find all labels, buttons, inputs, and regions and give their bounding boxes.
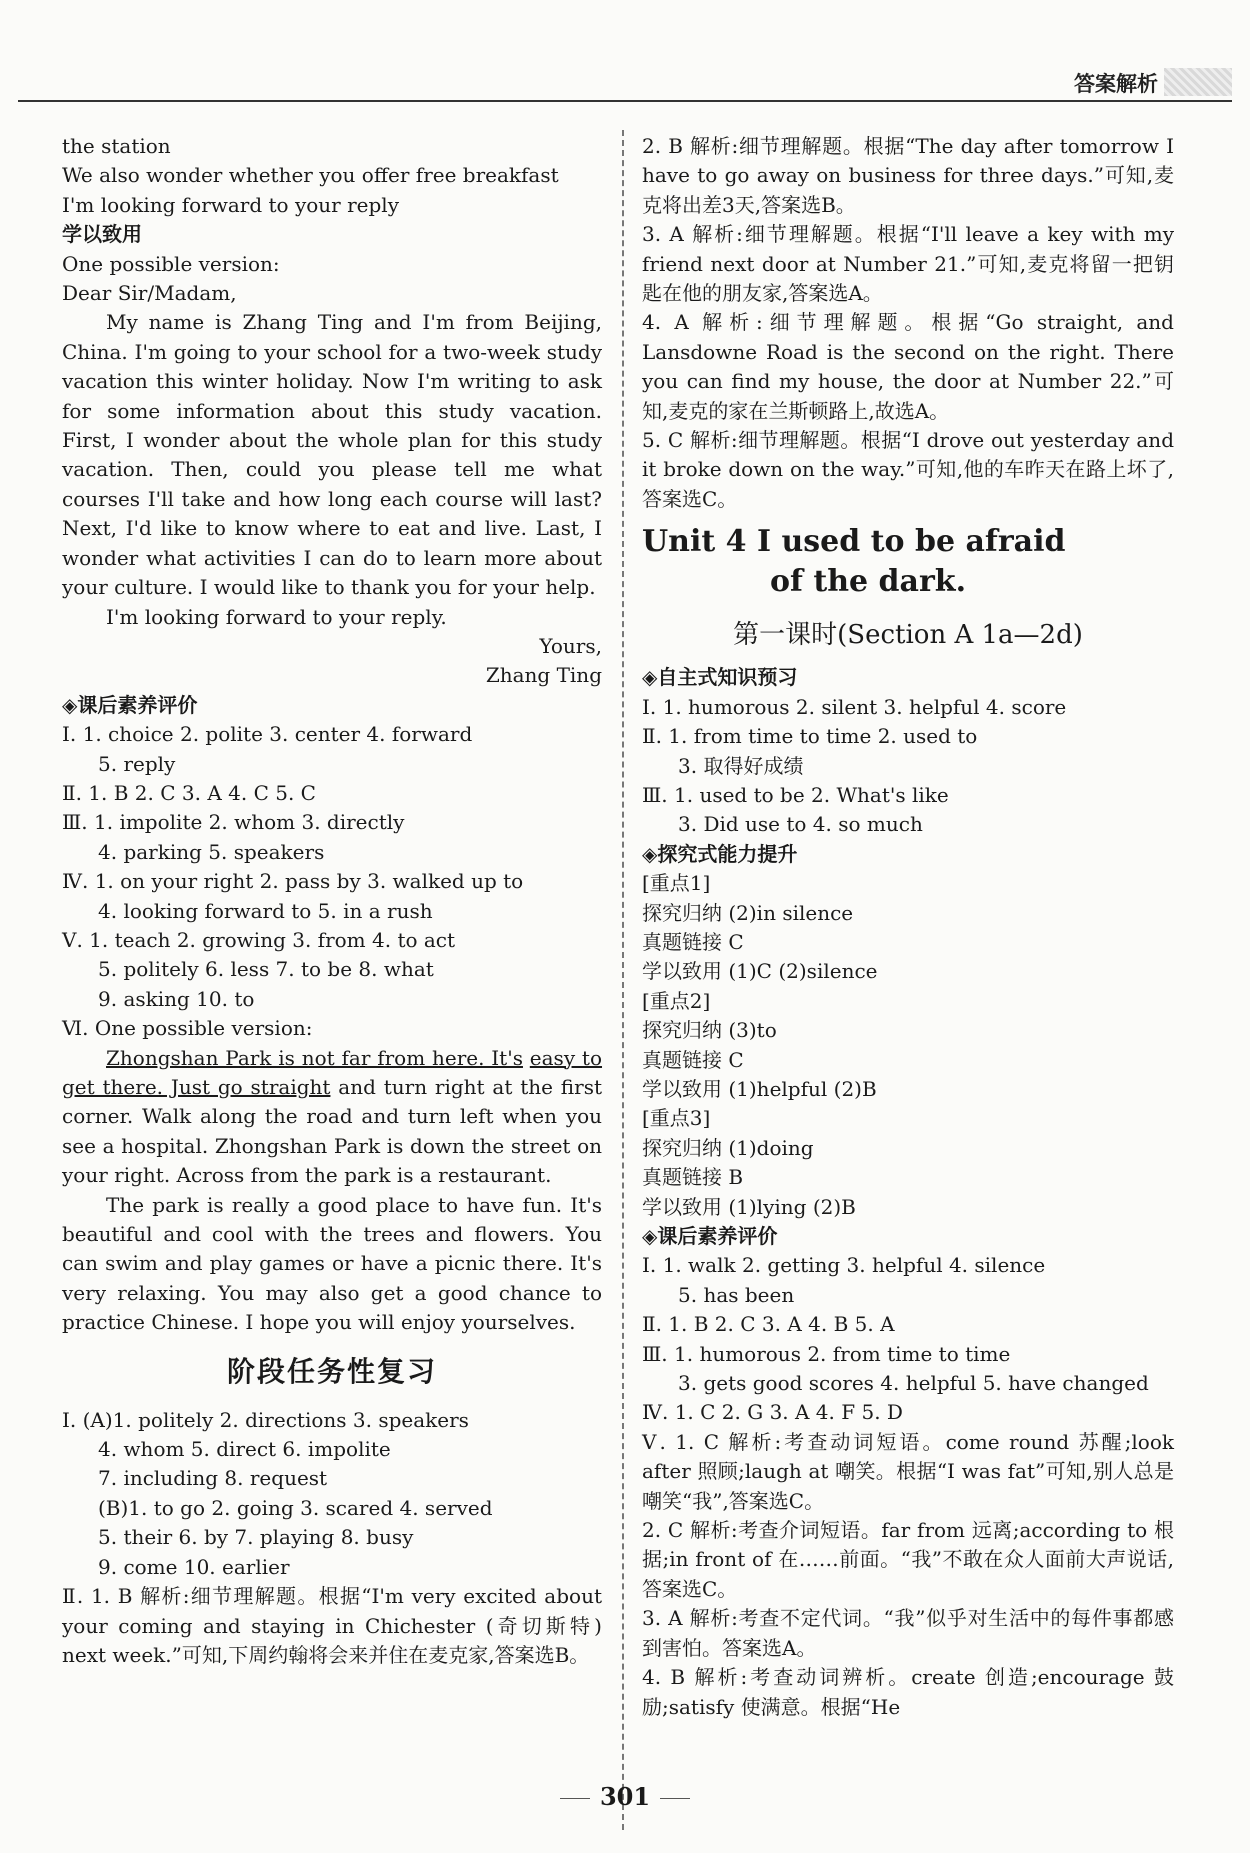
answer-line: Ⅴ. 1. teach 2. growing 3. from 4. to act: [62, 927, 456, 952]
answer-line: Ⅲ. 1. used to be 2. What's like: [642, 782, 949, 807]
answer-line: Ⅰ. (A)1. politely 2. directions 3. speakers: [62, 1407, 469, 1432]
answer-explanation: 3. A 解析:考查不定代词。“我”似乎对生活中的每件事都感到害怕。答案选A。: [642, 1606, 1174, 1660]
answer-line: 3. gets good scores 4. helpful 5. have changed: [678, 1371, 1149, 1396]
text-line: We also wonder whether you offer free breakfast: [62, 163, 559, 188]
answer-line: 真题链接 C: [642, 929, 744, 954]
answer-line: 3. 取得好成绩: [678, 753, 804, 778]
answer-line: 探究归纳 (1)doing: [642, 1135, 814, 1160]
eval-heading: ◈课后素养评价: [62, 692, 198, 717]
paragraph-text: and turn right at the first corner. Walk along the road and turn left when you see a hospital. Zhongshan Park is down the street on your right. Across from the park is a restaurant.: [62, 1075, 602, 1188]
answer-line: 真题链接 B: [642, 1165, 744, 1190]
text-line: I'm looking forward to your reply: [62, 192, 399, 217]
answer-line: 学以致用 (1)C (2)silence: [642, 959, 878, 984]
signature-name: Zhang Ting: [485, 663, 602, 688]
answer-explanation: Ⅱ. 1. B 解析:细节理解题。根据“I'm very excited about your coming and staying in Chichester (奇切斯特) next week.”可知,下周约翰将会来并住在麦克家,答案选B。: [62, 1584, 602, 1667]
answer-explanation: Ⅴ. 1. C 解析:考查动词短语。come round 苏醒;look after 照顾;laugh at 嘲笑。根据“I was fat”可知,别人总是嘲笑“我”,答案选C。: [642, 1429, 1174, 1513]
review-title: 阶段任务性复习: [226, 1354, 437, 1388]
answer-line: Ⅱ. 1. B 2. C 3. A 4. B 5. A: [642, 1312, 895, 1337]
explore-heading: ◈探究式能力提升: [642, 841, 798, 866]
answer-line: [重点1]: [642, 871, 711, 896]
answer-line: 4. looking forward to 5. in a rush: [98, 898, 433, 923]
greeting: Dear Sir/Madam,: [62, 281, 237, 306]
answer-explanation: 2. C 解析:考查介词短语。far from 远离;according to 根据;in front of 在……前面。“我”不敢在众人面前大声说话,答案选C。: [642, 1518, 1174, 1601]
lesson-title: 第一课时(Section A 1a—2d): [733, 620, 1083, 651]
unit-title: [642, 522, 1174, 602]
preview-heading: ◈自主式知识预习: [642, 665, 798, 690]
answer-line: Ⅳ. 1. C 2. G 3. A 4. F 5. D: [642, 1400, 903, 1425]
answer-line: 9. come 10. earlier: [98, 1554, 290, 1579]
answer-line: 真题链接 C: [642, 1047, 744, 1072]
column-divider: [622, 130, 624, 1830]
answer-line: 学以致用 (1)helpful (2)B: [642, 1076, 877, 1101]
answer-line: 5. reply: [98, 751, 176, 776]
unit-title-line-1: Unit 4 I used to be afraid: [642, 524, 1066, 560]
answer-line: Ⅱ. 1. from time to time 2. used to: [642, 724, 978, 749]
answer-line: 9. asking 10. to: [98, 986, 255, 1011]
answer-line: 4. whom 5. direct 6. impolite: [98, 1437, 391, 1462]
section-vi-paragraph: [62, 1044, 602, 1191]
answer-explanation: 4. B 解析:考查动词辨析。create 创造;encourage 鼓励;satisfy 使满意。根据“He: [642, 1665, 1174, 1719]
header-decoration: [1164, 68, 1232, 96]
section-vi-paragraph-2: The park is really a good place to have fun. It's beautiful and cool with the trees and flowers. You can swim and play games or have a picnic there. It's very relaxing. You may also get a good chance to practice Chinese. I hope you will enjoy yourselves.: [62, 1192, 602, 1335]
text-line: the station: [62, 134, 171, 158]
answer-line: Ⅰ. 1. choice 2. polite 3. center 4. forward: [62, 722, 473, 747]
answer-explanation: 2. B 解析:细节理解题。根据“The day after tomorrow I have to go away on business for three days.”可知,麦克将出差3天,答案选B。: [642, 134, 1174, 217]
answer-explanation: 3. A 解析:细节理解题。根据“I'll leave a key with my friend next door at Number 21.”可知,麦克将留一把钥匙在他的朋友家,答案选A。: [642, 222, 1174, 306]
answer-line: Ⅱ. 1. B 2. C 3. A 4. C 5. C: [62, 780, 316, 805]
answer-line: 7. including 8. request: [98, 1466, 328, 1491]
answer-line: Ⅳ. 1. on your right 2. pass by 3. walked up to: [62, 869, 524, 894]
header-rule: [18, 100, 1232, 102]
letter-closing: I'm looking forward to your reply.: [106, 604, 447, 629]
answer-line: Ⅲ. 1. humorous 2. from time to time: [642, 1341, 1011, 1366]
left-column: [62, 132, 602, 1670]
answer-line: (B)1. to go 2. going 3. scared 4. served: [98, 1495, 493, 1520]
eval-heading: ◈课后素养评价: [642, 1224, 778, 1248]
answer-line: Ⅰ. 1. humorous 2. silent 3. helpful 4. score: [642, 694, 1067, 719]
underlined-text: easy to get there. Just go straight: [62, 1045, 603, 1099]
right-column: [642, 132, 1174, 1722]
answer-line: Ⅰ. 1. walk 2. getting 3. helpful 4. silence: [642, 1253, 1046, 1278]
answer-line: 学以致用 (1)lying (2)B: [642, 1194, 856, 1219]
apply-heading: 学以致用: [62, 222, 142, 247]
answer-line: 4. parking 5. speakers: [98, 839, 325, 864]
answer-line: [重点2]: [642, 988, 711, 1013]
header-section-tag: 答案解析: [1074, 72, 1158, 96]
answer-line: 5. politely 6. less 7. to be 8. what: [98, 957, 434, 982]
answer-line: [重点3]: [642, 1106, 711, 1131]
answer-explanation: 5. C 解析:细节理解题。根据“I drove out yesterday and it broke down on the way.”可知,他的车昨天在路上坏了,答案选C。: [642, 428, 1174, 511]
section-vi-label: Ⅵ. One possible version:: [62, 1016, 313, 1041]
answer-explanation: 4. A 解析:细节理解题。根据“Go straight, and Lansdowne Road is the second on the right. There you can find my house, the door at Number 22.”可知,麦克的家在兰斯顿路上,故选A。: [642, 310, 1174, 423]
unit-title-line-2: of the dark.: [770, 564, 967, 600]
answer-line: 3. Did use to 4. so much: [678, 812, 923, 837]
answer-line: 5. their 6. by 7. playing 8. busy: [98, 1525, 414, 1550]
answer-line: 5. has been: [678, 1282, 795, 1307]
letter-body: My name is Zhang Ting and I'm from Beijing, China. I'm going to your school for a two-week study vacation this winter holiday. Now I'm writing to ask for some information about this study vacation. First, I wonder about the whole plan for this study vacation. Then, could you please tell me what courses I'll take and how long each course will last? Next, I'd like to know where to eat and live. Last, I wonder what activities I can do to learn more about your culture. I would like to thank you for your help.: [62, 310, 602, 600]
signature-yours: Yours,: [539, 633, 602, 658]
page-number: 301: [0, 1782, 1250, 1811]
answer-line: Ⅲ. 1. impolite 2. whom 3. directly: [62, 810, 405, 835]
answer-line: 探究归纳 (3)to: [642, 1018, 777, 1043]
version-label: One possible version:: [62, 251, 280, 276]
answer-line: 探究归纳 (2)in silence: [642, 900, 854, 925]
underlined-text: Zhongshan Park is not far from here. It's: [106, 1045, 523, 1070]
